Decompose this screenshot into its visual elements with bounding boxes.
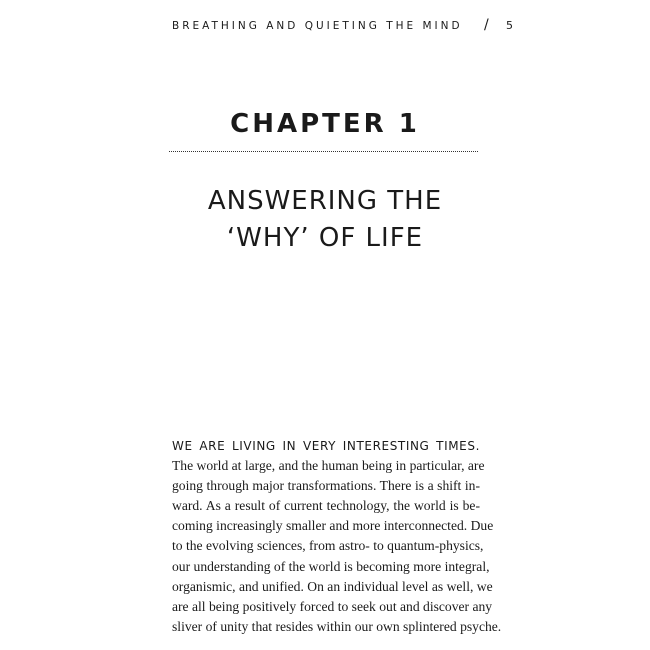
paragraph-line: The world at large, and the human being in particular, are [172,458,485,474]
paragraph-line: our understanding of the world is becoming more integral, [172,558,490,574]
paragraph-line: coming increasingly smaller and more interconnected. Due [172,518,494,534]
dotted-divider [169,151,478,152]
paragraph-line: sliver of unity that resides within our own splintered psyche. [172,618,502,634]
page-number: 5 [506,19,513,32]
chapter-title-line: ‘WHY’ OF LIFE [226,223,424,253]
paragraph-line: organismic, and unified. On an individual level as well, we [172,578,493,594]
chapter-title-line: ANSWERING THE [207,186,443,216]
chapter-title [0,183,650,257]
paragraph-lead-in: WE ARE LIVING IN VERY INTERESTING TIMES. [172,439,480,453]
paragraph-line: are all being positively forced to seek out and discover any [172,598,493,614]
running-header-separator: / [484,17,489,33]
paragraph-line: to the evolving sciences, from astro- to quantum-physics, [172,538,484,554]
body-paragraph [172,436,502,637]
chapter-label: CHAPTER 1 [230,109,420,139]
running-header-title: BREATHING AND QUIETING THE MIND [172,20,463,32]
running-header [172,18,517,34]
paragraph-line: ward. As a result of current technology, the world is be- [172,498,480,514]
paragraph-line: going through major transformations. There is a shift in- [172,478,480,494]
